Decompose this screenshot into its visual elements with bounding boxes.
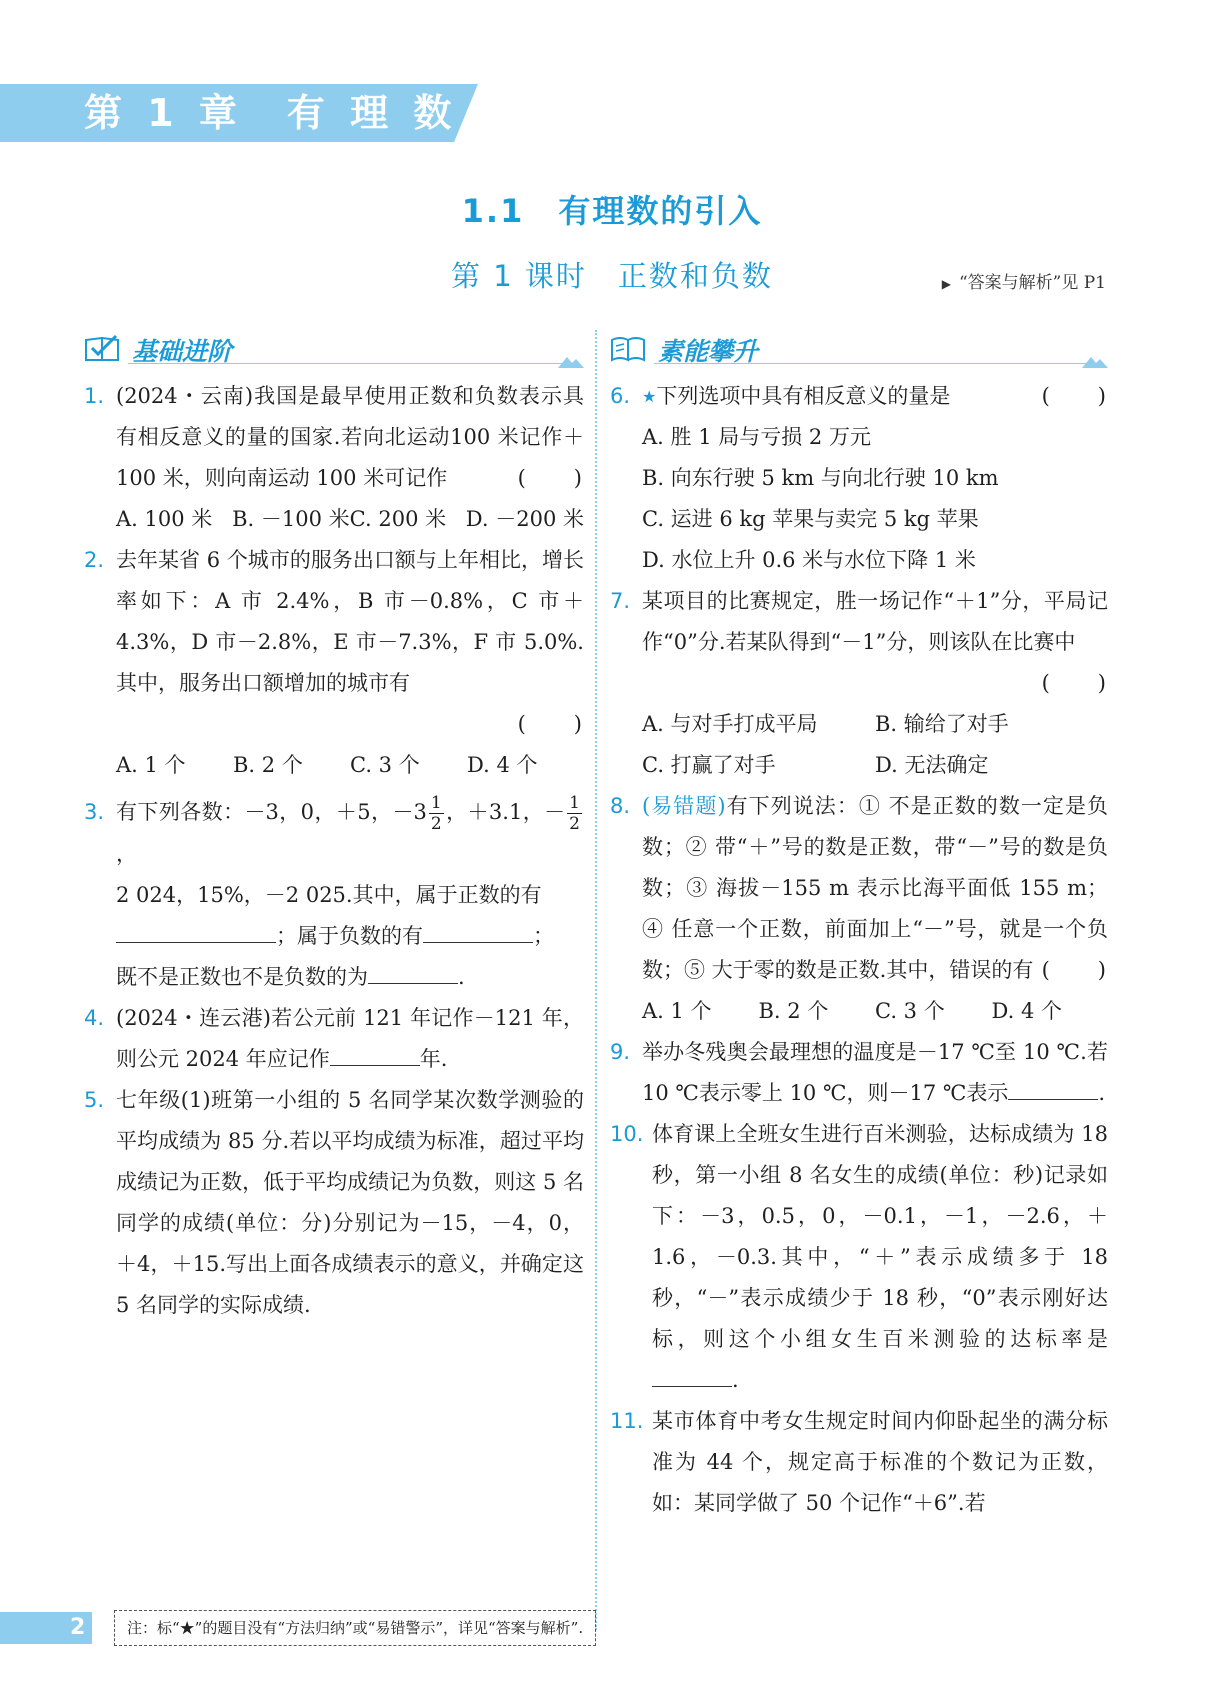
question-text: 去年某省 6 个城市的服务出口额与上年相比，增长率如下：A 市 2.4%，B 市－0.8%，C 市＋4.3%，D 市－2.8%，E 市－7.3%，F 市 5.0%.其中，服务出口额增加的城市有 <box>116 548 584 695</box>
option-d: D. 4 个 <box>467 753 538 777</box>
question-number: 6. <box>610 384 631 408</box>
question-7 <box>610 581 1108 786</box>
chapter-title: 第 1 章 有 理 数 <box>84 91 458 135</box>
question-text: (2024・云南)我国是最早使用正数和负数表示具有相反意义的量的国家.若向北运动100 米记作＋100 米，则向南运动 100 米可记作 <box>116 384 584 490</box>
question-number: 9. <box>610 1040 631 1064</box>
question-text: 下列选项中具有相反意义的量是 <box>656 384 951 408</box>
mountain-icon <box>558 354 584 368</box>
question-text: 有下列说法：① 不是正数的数一定是负数；② 带“＋”号的数是正数，带“－”号的数是负数；③ 海拔－155 m 表示比海平面低 155 m；④ 任意一个正数，前面加上“－”号，就是一个负数；⑤ 大于零的数是正数.其中，错误的有 <box>642 794 1108 982</box>
option-d: D. －200 米 <box>465 507 584 531</box>
question-number: 1. <box>84 384 105 408</box>
fraction: $\frac{1}{2}$ <box>430 793 442 834</box>
answer-bracket: ( ) <box>1041 958 1108 982</box>
star-icon: ★ <box>642 387 657 406</box>
option-d: D. 水位上升 0.6 米与水位下降 1 米 <box>642 548 976 572</box>
options <box>116 499 584 540</box>
question-text: 某市体育中考女生规定时间内仰卧起坐的满分标准为 44 个，规定高于标准的个数记为正数，如：某同学做了 50 个记作“＋6”.若 <box>652 1409 1108 1515</box>
question-number: 10. <box>610 1122 644 1146</box>
option-a: A. 胜 1 局与亏损 2 万元 <box>642 425 871 449</box>
options <box>116 745 584 786</box>
question-number: 11. <box>610 1409 644 1433</box>
answer-reference: ▶ “答案与解析”见 P1 <box>941 273 1106 293</box>
option-b: B. 输给了对手 <box>875 712 1009 736</box>
question-8 <box>610 786 1108 1032</box>
option-b: B. 2 个 <box>758 999 829 1023</box>
book-check-icon <box>84 334 122 362</box>
question-text: (2024・连云港)若公元前 121 年记作－121 年，则公元 2024 年应记作 <box>116 1006 584 1071</box>
question-number: 8. <box>610 794 631 818</box>
question-text: 某项目的比赛规定，胜一场记作“＋1”分，平局记作“0”分.若某队得到“－1”分，则该队在比赛中 <box>642 589 1108 654</box>
options <box>642 704 1108 745</box>
left-column <box>84 330 584 1326</box>
question-4: 4. (2024・连云港)若公元前 121 年记作－121 年，则公元 2024 年应记作 年. <box>84 998 584 1080</box>
header-rule <box>654 363 1090 364</box>
option-b: B. －100 米 <box>232 507 350 531</box>
lesson-title: 第 1 课时 正数和负数 <box>451 259 773 293</box>
question-9: 9. 举办冬残奥会最理想的温度是－17 ℃至 10 ℃.若 10 ℃表示零上 10 ℃，则－17 ℃表示 . <box>610 1032 1108 1114</box>
answer-blank[interactable] <box>1008 1075 1098 1100</box>
left-section-header <box>84 330 584 372</box>
open-book-icon <box>610 334 648 362</box>
play-triangle-icon: ▶ <box>941 277 951 291</box>
question-10: 10. 体育课上全班女生进行百米测验，达标成绩为 18 秒，第一小组 8 名女生的成绩(单位：秒)记录如下：－3，0.5，0，－0.1，－1，－2.6，＋1.6，－0.3.其中，“＋”表示成绩多于 18 秒，“－”表示成绩少于 18 秒，“0”表示刚好达标，则这个小组女生百米测验的达标率是. <box>610 1114 1108 1401</box>
option-c: C. 打赢了对手 <box>642 753 776 777</box>
answer-bracket: ( ) <box>517 712 584 736</box>
section-title: 1.1 有理数的引入 <box>461 192 763 230</box>
question-3: 3. 有下列各数：－3，0，＋5，－3 $\frac{1}{2}$ ，＋3.1，－ $\frac{1}{2}$ ， 2 024，15%，－2 025.其中，属于正数的有 ；属于负数的有 ； 既不是正数也不是负数的为 . <box>84 792 584 998</box>
question-text: 举办冬残奥会最理想的温度是－17 ℃至 10 ℃.若 10 ℃表示零上 10 ℃，则－17 ℃表示 <box>642 1040 1108 1105</box>
answer-bracket: ( ) <box>1041 384 1108 408</box>
page-number: 2 <box>70 1615 86 1640</box>
question-5 <box>84 1080 584 1326</box>
right-section-title: 素能攀升 <box>658 337 759 366</box>
option-b: B. 向东行驶 5 km 与向北行驶 10 km <box>642 466 999 490</box>
left-section-title: 基础进阶 <box>132 337 233 366</box>
header-rule <box>128 363 566 364</box>
answer-bracket: ( ) <box>517 466 584 490</box>
question-text: 七年级(1)班第一小组的 5 名同学某次数学测验的平均成绩为 85 分.若以平均成绩为标准，超过平均成绩记为正数，低于平均成绩记为负数，则这 5 名同学的成绩(单位：分)分别记为－15，－4，0，＋4，＋15.写出上面各成绩表示的意义，并确定这 5 名同学的实际成绩. <box>116 1088 584 1317</box>
option-c: C. 3 个 <box>875 999 945 1023</box>
answer-blank[interactable] <box>368 959 458 984</box>
error-prone-tag: (易错题) <box>642 794 726 818</box>
question-number: 3. <box>84 800 105 824</box>
right-section-header <box>610 330 1108 372</box>
question-6 <box>610 376 1108 581</box>
options <box>642 991 1108 1032</box>
question-1 <box>84 376 584 540</box>
option-d: D. 4 个 <box>991 999 1062 1023</box>
question-text: ，＋3.1，－ <box>445 800 566 824</box>
option-c: C. 运进 6 kg 苹果与卖完 5 kg 苹果 <box>642 507 979 531</box>
fraction: $\frac{1}{2}$ <box>569 793 580 834</box>
question-2 <box>84 540 584 786</box>
option-c: C. 200 米 <box>349 507 447 531</box>
footer-note: 注：标“★”的题目没有“方法归纳”或“易错警示”，详见“答案与解析”. <box>114 1610 596 1646</box>
answer-bracket: ( ) <box>1041 671 1108 695</box>
question-text: 体育课上全班女生进行百米测验，达标成绩为 18 秒，第一小组 8 名女生的成绩(单位：秒)记录如下：－3，0.5，0，－0.1，－1，－2.6，＋1.6，－0.3.其中，“＋”表示成绩多于 18 秒，“－”表示成绩少于 18 秒，“0”表示刚好达标，则这个小组女生百米测验的达标率是 <box>652 1122 1108 1351</box>
question-number: 4. <box>84 1006 105 1030</box>
option-a: A. 1 个 <box>642 999 712 1023</box>
question-number: 5. <box>84 1088 105 1112</box>
question-text: 有下列各数：－3，0，＋5，－3 <box>116 800 427 824</box>
question-number: 2. <box>84 548 105 572</box>
question-text: 2 024，15%，－2 025.其中，属于正数的有 <box>116 883 542 907</box>
column-divider <box>595 330 597 1630</box>
option-c: C. 3 个 <box>350 753 420 777</box>
question-11 <box>610 1401 1108 1524</box>
option-d: D. 无法确定 <box>875 753 989 777</box>
answer-blank[interactable] <box>330 1041 420 1066</box>
answer-blank[interactable] <box>652 1362 732 1387</box>
answer-blank[interactable] <box>423 918 533 943</box>
mountain-icon <box>1082 354 1108 368</box>
options <box>642 745 1108 786</box>
answer-blank[interactable] <box>116 918 276 943</box>
option-b: B. 2 个 <box>233 753 303 777</box>
option-a: A. 1 个 <box>116 753 186 777</box>
question-number: 7. <box>610 589 631 613</box>
right-column <box>610 330 1108 1524</box>
option-a: A. 100 米 <box>116 507 213 531</box>
option-a: A. 与对手打成平局 <box>642 712 818 736</box>
